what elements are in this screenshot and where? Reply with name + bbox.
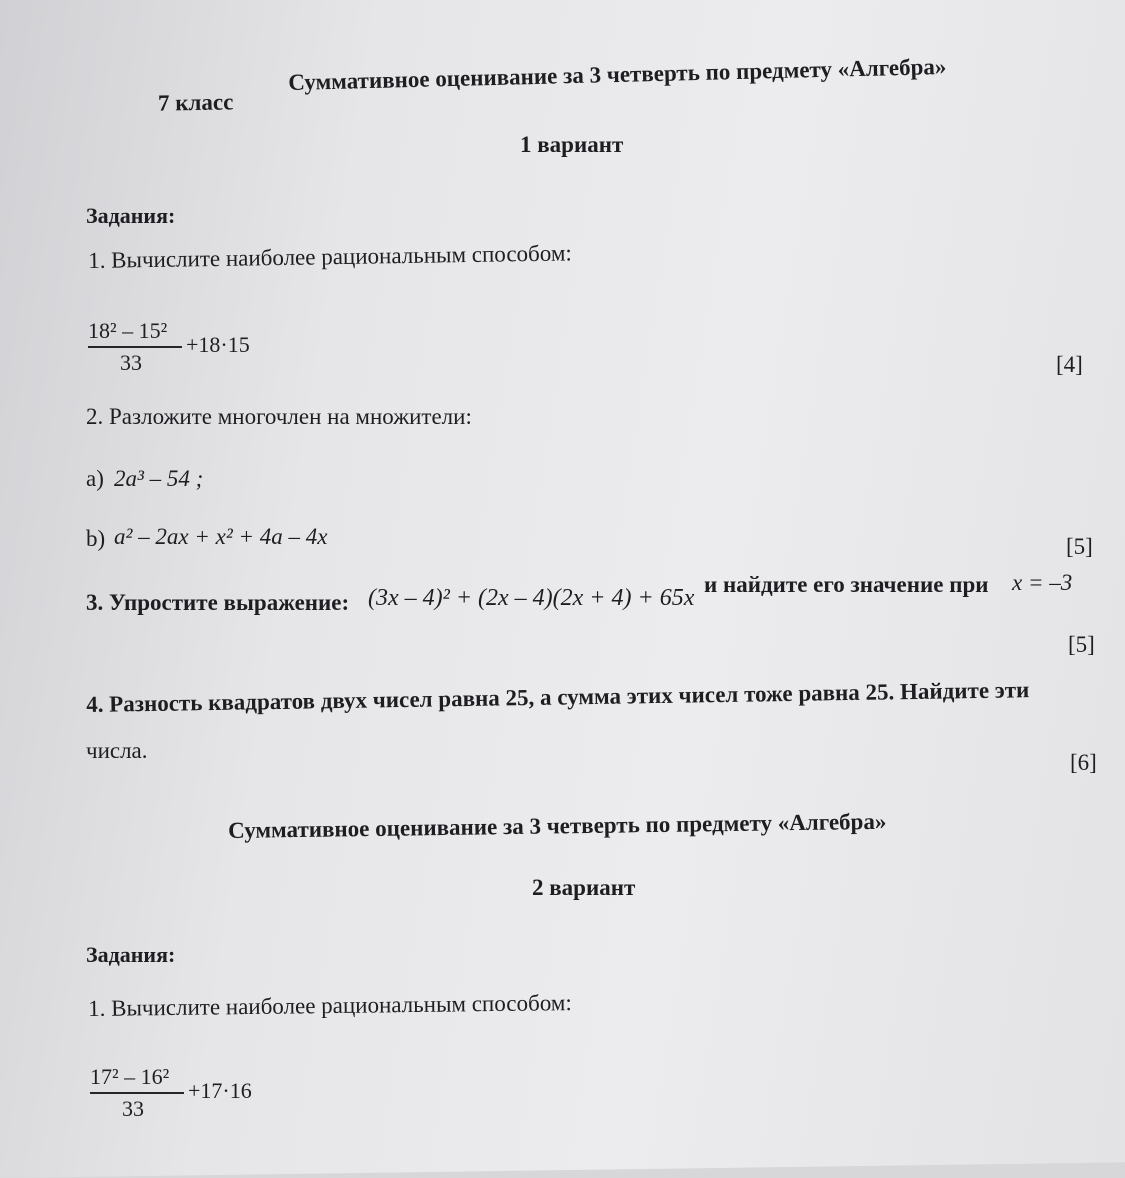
v2-task1-text: 1. Вычислите наиболее рациональным способом: — [88, 990, 572, 1021]
v2-task1-denominator: 33 — [122, 1096, 144, 1121]
v2-task1-tail: +17·16 — [188, 1078, 252, 1103]
variant-label-1: 1 вариант — [520, 132, 624, 157]
tasks-heading-2: Задания: — [86, 942, 176, 967]
test-title-2: Суммативное оценивание за 3 четверть по предмету «Алгебра» — [228, 808, 887, 843]
task1-text: 1. Вычислите наиболее рациональным способом: — [88, 240, 572, 273]
task1-tail: +18·15 — [186, 332, 250, 357]
grade-label: 7 класс — [157, 89, 234, 116]
task4-text-line2: числа. — [86, 738, 148, 763]
task4-score: [6] — [1070, 750, 1097, 775]
fraction-bar — [88, 346, 182, 348]
task1-numerator: 18² – 15² — [88, 318, 168, 343]
task2-a-expr: 2a³ – 54 ; — [114, 466, 204, 491]
task2-b-expr: a² – 2ax + x² + 4a – 4x — [114, 524, 328, 549]
task1-score: [4] — [1056, 352, 1083, 377]
task3-value: x = –3 — [1012, 570, 1073, 595]
fraction-bar — [90, 1092, 184, 1094]
task2-text: 2. Разложите многочлен на множители: — [86, 404, 472, 429]
task3-expr: (3x – 4)² + (2x – 4)(2x + 4) + 65x — [368, 585, 695, 611]
task4-text-line1: 4. Разность квадратов двух чисел равна 25, а сумма этих чисел тоже равна 25. Найдите эти — [86, 677, 1030, 717]
task3-score: [5] — [1068, 632, 1095, 657]
task3-text: 3. Упростите выражение: — [86, 590, 350, 615]
test-title-1: Суммативное оценивание за 3 четверть по предмету «Алгебра» — [288, 53, 947, 95]
tasks-heading-1: Задания: — [86, 203, 176, 228]
variant-label-2: 2 вариант — [532, 875, 636, 900]
task2-score: [5] — [1066, 534, 1093, 559]
task2-b-label: b) — [86, 526, 106, 551]
task1-denominator: 33 — [120, 350, 142, 375]
v2-task1-numerator: 17² – 16² — [90, 1064, 170, 1089]
task2-a-label: а) — [86, 466, 104, 491]
task3-tail: и найдите его значение при — [704, 572, 989, 597]
